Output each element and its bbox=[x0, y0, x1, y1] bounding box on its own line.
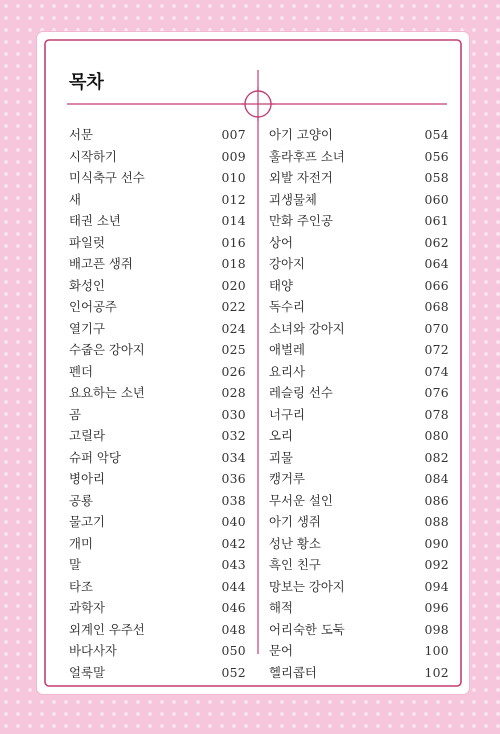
toc-entry-title: 서문 bbox=[69, 127, 93, 142]
toc-entry-title: 캥거루 bbox=[269, 471, 305, 486]
toc-entry-page: 052 bbox=[221, 664, 246, 680]
toc-entry-page: 056 bbox=[424, 148, 449, 164]
toc-entry bbox=[269, 425, 449, 447]
toc-entry bbox=[69, 511, 246, 533]
toc-entry-title: 인어공주 bbox=[69, 299, 117, 314]
toc-entry-title: 곰 bbox=[69, 406, 81, 422]
toc-entry-page: 018 bbox=[221, 256, 246, 271]
toc-column-right bbox=[269, 124, 449, 683]
toc-entry bbox=[69, 382, 246, 404]
toc-entry-page: 078 bbox=[424, 406, 449, 422]
toc-entry-title: 애벌레 bbox=[269, 342, 305, 357]
toc-entry-title: 만화 주인공 bbox=[269, 213, 333, 228]
toc-entry-title: 얼룩말 bbox=[69, 664, 105, 680]
toc-entry bbox=[69, 124, 246, 146]
toc-entry bbox=[69, 554, 246, 576]
toc-entry-title: 독수리 bbox=[269, 299, 305, 314]
toc-entry-page: 076 bbox=[424, 385, 449, 400]
toc-entry-page: 012 bbox=[221, 191, 246, 207]
toc-entry-title: 수줍은 강아지 bbox=[69, 342, 145, 357]
toc-entry bbox=[69, 597, 246, 619]
toc-entry bbox=[69, 232, 246, 254]
toc-entry-page: 082 bbox=[424, 449, 449, 465]
toc-entry bbox=[69, 361, 246, 383]
toc-entry-title: 미식축구 선수 bbox=[69, 170, 145, 185]
toc-entry bbox=[69, 404, 246, 426]
toc-entry-page: 074 bbox=[424, 363, 449, 379]
toc-entry bbox=[269, 296, 449, 318]
toc-entry-title: 오리 bbox=[269, 428, 293, 443]
toc-entry-title: 소녀와 강아지 bbox=[269, 320, 345, 336]
toc-entry bbox=[269, 640, 449, 662]
toc-entry-page: 100 bbox=[424, 643, 449, 658]
toc-entry-page: 088 bbox=[424, 514, 449, 529]
toc-entry bbox=[269, 576, 449, 598]
toc-entry bbox=[69, 253, 246, 275]
toc-entry-title: 어리숙한 도둑 bbox=[269, 621, 345, 637]
toc-entry bbox=[69, 533, 246, 555]
toc-entry bbox=[269, 146, 449, 168]
toc-entry bbox=[269, 447, 449, 469]
toc-entry-title: 강아지 bbox=[269, 256, 305, 271]
toc-entry bbox=[269, 361, 449, 383]
toc-entry bbox=[269, 533, 449, 555]
toc-entry-page: 010 bbox=[221, 170, 246, 185]
toc-entry-page: 014 bbox=[221, 213, 246, 228]
toc-entry bbox=[69, 167, 246, 189]
toc-entry-title: 요요하는 소년 bbox=[69, 385, 145, 400]
toc-entry-title: 요리사 bbox=[269, 363, 305, 379]
toc-entry bbox=[69, 146, 246, 168]
toc-entry-page: 046 bbox=[221, 600, 246, 615]
toc-column-left bbox=[69, 124, 246, 683]
toc-entry-title: 물고기 bbox=[69, 514, 105, 529]
toc-entry-page: 062 bbox=[424, 234, 449, 250]
toc-entry-page: 036 bbox=[221, 471, 246, 486]
toc-entry bbox=[269, 404, 449, 426]
toc-entry-page: 068 bbox=[424, 299, 449, 314]
toc-entry-title: 바다사자 bbox=[69, 643, 117, 658]
toc-entry-page: 040 bbox=[221, 514, 246, 529]
toc-entry-page: 030 bbox=[221, 406, 246, 422]
toc-entry-page: 072 bbox=[424, 342, 449, 357]
toc-entry bbox=[69, 576, 246, 598]
toc-entry-title: 너구리 bbox=[269, 406, 305, 422]
toc-entry bbox=[269, 189, 449, 211]
toc-entry-title: 외발 자전거 bbox=[269, 170, 333, 185]
toc-entry-page: 092 bbox=[424, 557, 449, 572]
toc-entry bbox=[269, 210, 449, 232]
toc-entry-title: 레슬링 선수 bbox=[269, 385, 333, 400]
toc-entry-title: 성난 황소 bbox=[269, 535, 321, 551]
toc-entry bbox=[69, 296, 246, 318]
toc-entry-title: 슈퍼 악당 bbox=[69, 449, 121, 465]
toc-entry bbox=[269, 597, 449, 619]
toc-entry-page: 042 bbox=[221, 535, 246, 551]
toc-entry-page: 070 bbox=[424, 320, 449, 336]
toc-entry-page: 016 bbox=[221, 234, 246, 250]
toc-entry-title: 펜더 bbox=[69, 363, 93, 379]
toc-entry-title: 공룡 bbox=[69, 492, 93, 508]
toc-entry-page: 044 bbox=[221, 578, 246, 594]
toc-entry bbox=[69, 619, 246, 641]
toc-entry-title: 시작하기 bbox=[69, 148, 117, 164]
toc-entry-title: 상어 bbox=[269, 234, 293, 250]
toc-entry bbox=[69, 640, 246, 662]
toc-entry bbox=[269, 619, 449, 641]
toc-entry-page: 022 bbox=[221, 299, 246, 314]
toc-entry bbox=[269, 232, 449, 254]
toc-entry-title: 괴생물체 bbox=[269, 191, 317, 207]
toc-entry-page: 032 bbox=[221, 428, 246, 443]
toc-entry-title: 병아리 bbox=[69, 471, 105, 486]
toc-entry bbox=[269, 124, 449, 146]
toc-entry-page: 026 bbox=[221, 363, 246, 379]
toc-entry bbox=[269, 318, 449, 340]
toc-entry-page: 058 bbox=[424, 170, 449, 185]
toc-entry bbox=[69, 275, 246, 297]
toc-entry bbox=[69, 210, 246, 232]
page-title: 목차 bbox=[69, 72, 104, 93]
toc-entry-page: 066 bbox=[424, 277, 449, 293]
toc-entry-page: 007 bbox=[221, 127, 246, 142]
toc-entry bbox=[69, 490, 246, 512]
toc-entry-page: 025 bbox=[221, 342, 246, 357]
toc-entry bbox=[269, 382, 449, 404]
toc-entry-page: 061 bbox=[424, 213, 449, 228]
toc-entry-page: 060 bbox=[424, 191, 449, 207]
toc-entry bbox=[269, 554, 449, 576]
toc-entry bbox=[69, 339, 246, 361]
toc-entry-title: 무서운 설인 bbox=[269, 492, 333, 508]
toc-entry bbox=[269, 490, 449, 512]
toc-entry-page: 080 bbox=[424, 428, 449, 443]
toc-entry-title: 개미 bbox=[69, 535, 93, 551]
toc-entry bbox=[69, 662, 246, 684]
toc-entry-title: 새 bbox=[69, 191, 81, 207]
toc-entry-title: 파일럿 bbox=[69, 234, 105, 250]
toc-entry bbox=[269, 339, 449, 361]
toc-entry-page: 048 bbox=[221, 621, 246, 637]
toc-entry-title: 고릴라 bbox=[69, 428, 105, 443]
toc-entry bbox=[269, 275, 449, 297]
toc-entry-title: 태양 bbox=[269, 277, 293, 293]
toc-entry bbox=[269, 253, 449, 275]
toc-entry-title: 아기 고양이 bbox=[269, 127, 333, 142]
toc-entry bbox=[69, 447, 246, 469]
toc-entry bbox=[269, 468, 449, 490]
toc-entry-title: 망보는 강아지 bbox=[269, 578, 345, 594]
toc-entry bbox=[69, 189, 246, 211]
toc-entry-title: 말 bbox=[69, 557, 81, 572]
toc-entry-title: 문어 bbox=[269, 643, 293, 658]
toc-entry-page: 102 bbox=[424, 664, 449, 680]
toc-entry-page: 098 bbox=[424, 621, 449, 637]
toc-entry bbox=[69, 318, 246, 340]
toc-entry-title: 헬리콥터 bbox=[269, 664, 317, 680]
toc-entry-title: 외계인 우주선 bbox=[69, 621, 145, 637]
toc-entry bbox=[269, 511, 449, 533]
toc-entry-title: 배고픈 생쥐 bbox=[69, 256, 133, 271]
toc-entry-page: 064 bbox=[424, 256, 449, 271]
toc-entry-page: 086 bbox=[424, 492, 449, 508]
toc-entry-title: 화성인 bbox=[69, 277, 105, 293]
toc-entry bbox=[269, 167, 449, 189]
toc-card bbox=[37, 32, 469, 694]
toc-entry-title: 열기구 bbox=[69, 320, 105, 336]
toc-entry-title: 괴물 bbox=[269, 449, 293, 465]
toc-entry-page: 043 bbox=[221, 557, 246, 572]
toc-entry-page: 090 bbox=[424, 535, 449, 551]
toc-entry-page: 054 bbox=[424, 127, 449, 142]
toc-entry-title: 훌라후프 소녀 bbox=[269, 148, 345, 164]
toc-entry-page: 084 bbox=[424, 471, 449, 486]
toc-entry-page: 034 bbox=[221, 449, 246, 465]
toc-entry-title: 아기 생쥐 bbox=[269, 514, 321, 529]
toc-entry-page: 024 bbox=[221, 320, 246, 336]
toc-entry-page: 009 bbox=[221, 148, 246, 164]
toc-entry bbox=[269, 662, 449, 684]
toc-entry-page: 028 bbox=[221, 385, 246, 400]
toc-entry-page: 020 bbox=[221, 277, 246, 293]
toc-entry-title: 흑인 친구 bbox=[269, 557, 321, 572]
toc-entry-page: 050 bbox=[221, 643, 246, 658]
toc-entry-title: 타조 bbox=[69, 578, 93, 594]
toc-entry-title: 과학자 bbox=[69, 600, 105, 615]
toc-entry-page: 094 bbox=[424, 578, 449, 594]
toc-entry bbox=[69, 468, 246, 490]
toc-entry-page: 096 bbox=[424, 600, 449, 615]
toc-entry bbox=[69, 425, 246, 447]
toc-entry-title: 해적 bbox=[269, 600, 293, 615]
toc-entry-title: 태권 소년 bbox=[69, 213, 121, 228]
toc-entry-page: 038 bbox=[221, 492, 246, 508]
